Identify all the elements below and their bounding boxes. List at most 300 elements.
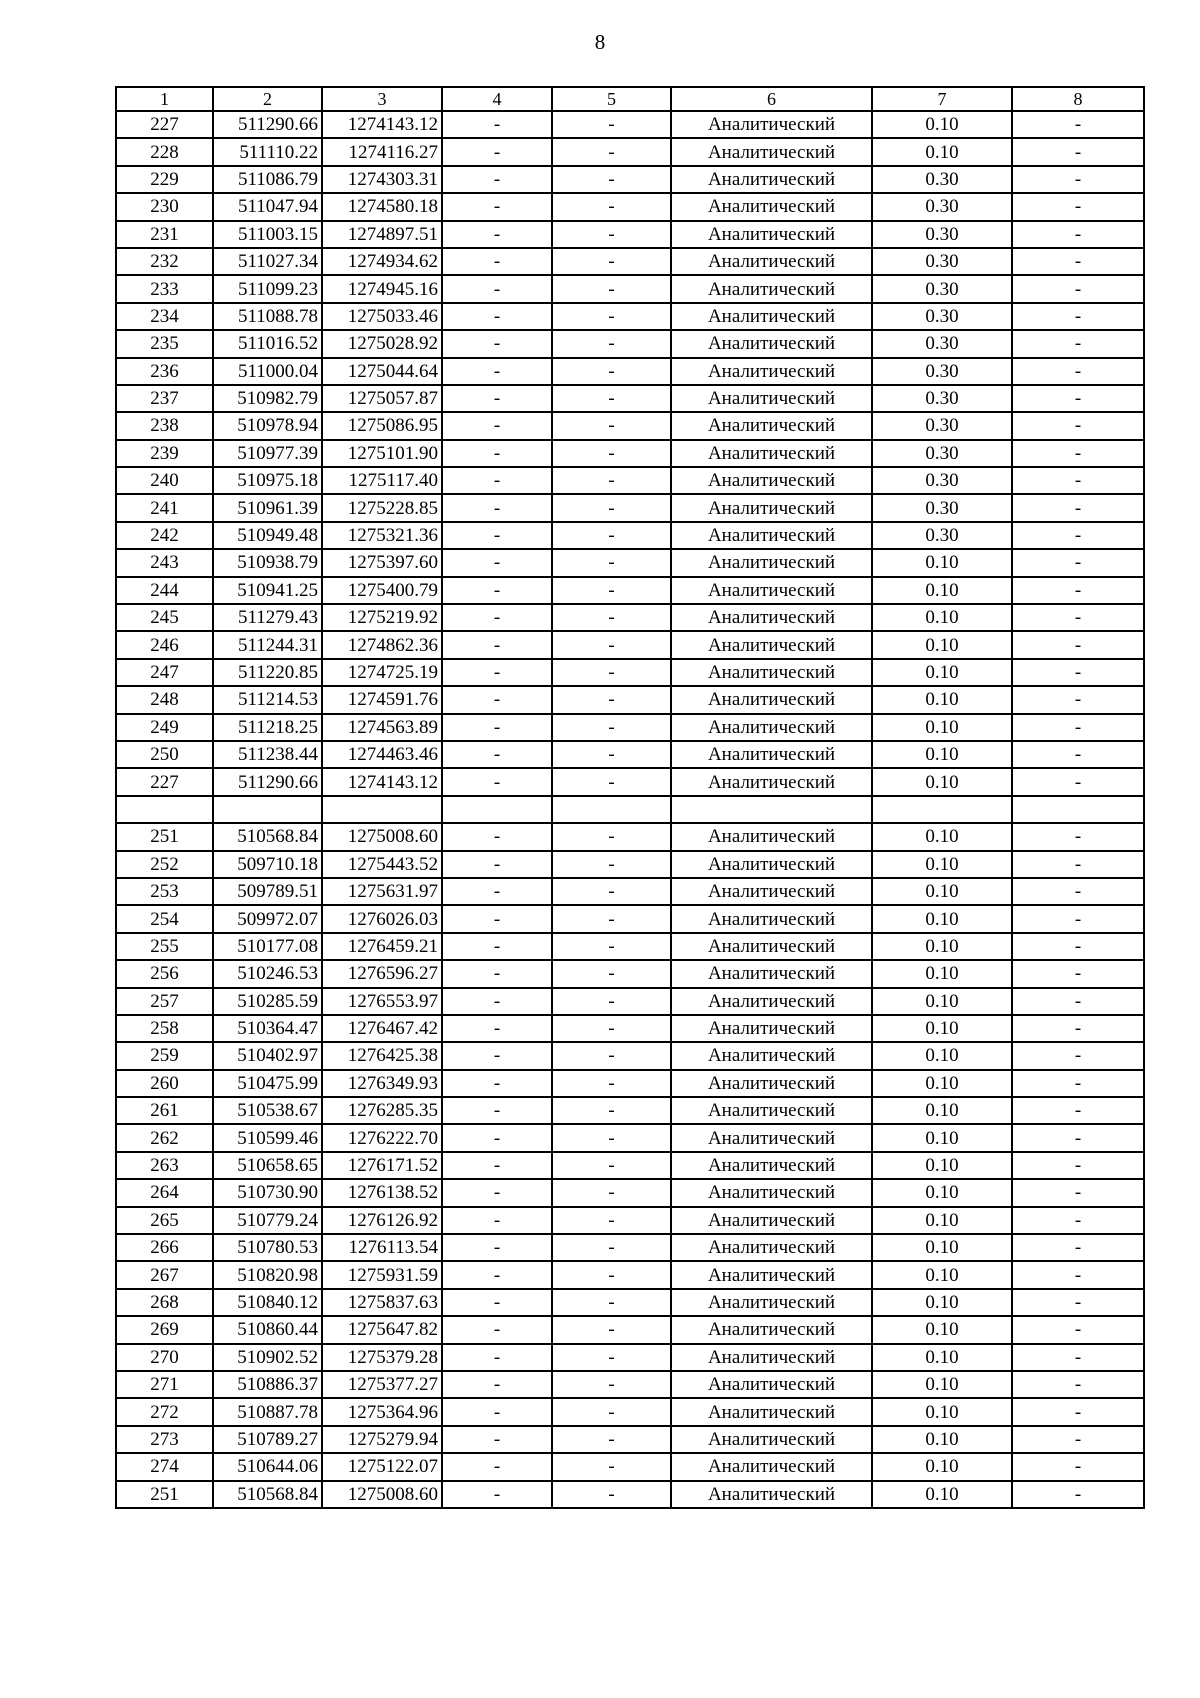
point-number-cell: 268	[116, 1289, 213, 1316]
method-cell: Аналитический	[671, 303, 872, 330]
column-8-cell: -	[1012, 1481, 1144, 1508]
accuracy-cell: 0.10	[872, 1398, 1012, 1425]
column-8-cell: -	[1012, 440, 1144, 467]
method-cell: Аналитический	[671, 741, 872, 768]
table-row	[116, 1371, 1144, 1398]
column-8-cell: -	[1012, 494, 1144, 521]
table-row	[116, 330, 1144, 357]
column-5-cell: -	[552, 138, 671, 165]
x-coordinate-cell: 510949.48	[213, 522, 322, 549]
table-row	[116, 905, 1144, 932]
method-cell: Аналитический	[671, 412, 872, 439]
column-5-cell: -	[552, 659, 671, 686]
column-4-cell: -	[442, 193, 552, 220]
accuracy-cell: 0.10	[872, 1124, 1012, 1151]
accuracy-cell: 0.30	[872, 412, 1012, 439]
column-4-cell: -	[442, 878, 552, 905]
accuracy-cell: 0.30	[872, 303, 1012, 330]
accuracy-cell: 0.30	[872, 494, 1012, 521]
accuracy-cell: 0.10	[872, 1042, 1012, 1069]
accuracy-cell: 0.30	[872, 440, 1012, 467]
column-4-cell: -	[442, 659, 552, 686]
y-coordinate-cell: 1275377.27	[322, 1371, 442, 1398]
accuracy-cell: 0.10	[872, 604, 1012, 631]
column-8-cell: -	[1012, 385, 1144, 412]
point-number-cell: 253	[116, 878, 213, 905]
accuracy-cell: 0.10	[872, 138, 1012, 165]
method-cell: Аналитический	[671, 1124, 872, 1151]
x-coordinate-cell: 510177.08	[213, 933, 322, 960]
table-row	[116, 494, 1144, 521]
column-8-cell: -	[1012, 358, 1144, 385]
column-5-cell: -	[552, 111, 671, 138]
column-5-cell: -	[552, 960, 671, 987]
accuracy-cell: 0.10	[872, 768, 1012, 795]
table-row	[116, 686, 1144, 713]
column-8-cell: -	[1012, 1453, 1144, 1480]
method-cell: Аналитический	[671, 768, 872, 795]
point-number-cell: 271	[116, 1371, 213, 1398]
column-5-cell: -	[552, 1015, 671, 1042]
column-8-cell: -	[1012, 1289, 1144, 1316]
column-5-cell: -	[552, 823, 671, 850]
column-8-cell: -	[1012, 221, 1144, 248]
column-8-cell: -	[1012, 714, 1144, 741]
method-cell: Аналитический	[671, 1042, 872, 1069]
accuracy-cell: 0.10	[872, 988, 1012, 1015]
point-number-cell: 270	[116, 1344, 213, 1371]
column-8-cell: -	[1012, 1261, 1144, 1288]
accuracy-cell: 0.10	[872, 1070, 1012, 1097]
column-8-cell: -	[1012, 549, 1144, 576]
point-number-cell: 244	[116, 577, 213, 604]
method-cell: Аналитический	[671, 248, 872, 275]
method-cell	[671, 796, 872, 823]
column-8-cell: -	[1012, 878, 1144, 905]
column-8-cell: -	[1012, 1316, 1144, 1343]
y-coordinate-cell: 1275028.92	[322, 330, 442, 357]
column-5-cell: -	[552, 1070, 671, 1097]
y-coordinate-cell: 1276222.70	[322, 1124, 442, 1151]
column-5-cell: -	[552, 412, 671, 439]
x-coordinate-cell: 510961.39	[213, 494, 322, 521]
y-coordinate-cell: 1275647.82	[322, 1316, 442, 1343]
accuracy-cell: 0.10	[872, 1234, 1012, 1261]
table-row	[116, 1344, 1144, 1371]
method-cell: Аналитический	[671, 960, 872, 987]
column-5-cell: -	[552, 905, 671, 932]
column-4-cell: -	[442, 1371, 552, 1398]
column-4-cell: -	[442, 686, 552, 713]
method-cell: Аналитический	[671, 1453, 872, 1480]
column-5-cell: -	[552, 1261, 671, 1288]
accuracy-cell: 0.30	[872, 385, 1012, 412]
accuracy-cell: 0.10	[872, 933, 1012, 960]
y-coordinate-cell: 1275631.97	[322, 878, 442, 905]
column-4-cell: -	[442, 1481, 552, 1508]
method-cell: Аналитический	[671, 1316, 872, 1343]
x-coordinate-cell: 510789.27	[213, 1426, 322, 1453]
y-coordinate-cell: 1276138.52	[322, 1179, 442, 1206]
column-8-cell: -	[1012, 1179, 1144, 1206]
accuracy-cell: 0.30	[872, 358, 1012, 385]
column-5-cell: -	[552, 193, 671, 220]
column-5-cell: -	[552, 1179, 671, 1206]
method-cell: Аналитический	[671, 111, 872, 138]
y-coordinate-cell: 1274463.46	[322, 741, 442, 768]
column-5-cell: -	[552, 1207, 671, 1234]
column-4-cell: -	[442, 988, 552, 1015]
accuracy-cell: 0.10	[872, 1371, 1012, 1398]
point-number-cell: 273	[116, 1426, 213, 1453]
y-coordinate-cell: 1276553.97	[322, 988, 442, 1015]
point-number-cell: 251	[116, 1481, 213, 1508]
x-coordinate-cell: 510975.18	[213, 467, 322, 494]
column-5-cell: -	[552, 385, 671, 412]
point-number-cell: 267	[116, 1261, 213, 1288]
column-4-cell: -	[442, 714, 552, 741]
column-5-cell: -	[552, 221, 671, 248]
method-cell: Аналитический	[671, 330, 872, 357]
y-coordinate-cell: 1276467.42	[322, 1015, 442, 1042]
x-coordinate-cell: 510364.47	[213, 1015, 322, 1042]
column-8-cell: -	[1012, 1398, 1144, 1425]
accuracy-cell: 0.10	[872, 1179, 1012, 1206]
y-coordinate-cell: 1274143.12	[322, 111, 442, 138]
x-coordinate-cell: 510886.37	[213, 1371, 322, 1398]
x-coordinate-cell	[213, 796, 322, 823]
x-coordinate-cell: 511003.15	[213, 221, 322, 248]
accuracy-cell: 0.10	[872, 714, 1012, 741]
accuracy-cell: 0.10	[872, 878, 1012, 905]
y-coordinate-cell: 1275400.79	[322, 577, 442, 604]
column-4-cell: -	[442, 1398, 552, 1425]
method-cell: Аналитический	[671, 221, 872, 248]
y-coordinate-cell: 1275364.96	[322, 1398, 442, 1425]
accuracy-cell: 0.30	[872, 193, 1012, 220]
x-coordinate-cell: 510779.24	[213, 1207, 322, 1234]
column-4-cell	[442, 796, 552, 823]
page-number: 8	[594, 30, 606, 54]
x-coordinate-cell: 510820.98	[213, 1261, 322, 1288]
method-cell: Аналитический	[671, 440, 872, 467]
column-8-cell: -	[1012, 412, 1144, 439]
method-cell: Аналитический	[671, 467, 872, 494]
table-row	[116, 1015, 1144, 1042]
x-coordinate-cell: 511214.53	[213, 686, 322, 713]
point-number-cell: 252	[116, 851, 213, 878]
accuracy-cell: 0.10	[872, 659, 1012, 686]
column-5-cell: -	[552, 1481, 671, 1508]
x-coordinate-cell: 509972.07	[213, 905, 322, 932]
method-cell: Аналитический	[671, 166, 872, 193]
column-8-cell: -	[1012, 1426, 1144, 1453]
y-coordinate-cell: 1275397.60	[322, 549, 442, 576]
table-row	[116, 166, 1144, 193]
point-number-cell: 231	[116, 221, 213, 248]
y-coordinate-cell: 1276285.35	[322, 1097, 442, 1124]
y-coordinate-cell: 1275122.07	[322, 1453, 442, 1480]
method-cell: Аналитический	[671, 1481, 872, 1508]
table-row	[116, 467, 1144, 494]
column-5-cell: -	[552, 330, 671, 357]
column-5-cell: -	[552, 1426, 671, 1453]
table-row	[116, 358, 1144, 385]
point-number-cell: 233	[116, 275, 213, 302]
column-4-cell: -	[442, 412, 552, 439]
header-cell: 8	[1012, 87, 1144, 111]
point-number-cell: 232	[116, 248, 213, 275]
x-coordinate-cell: 510568.84	[213, 823, 322, 850]
y-coordinate-cell: 1275044.64	[322, 358, 442, 385]
method-cell: Аналитический	[671, 193, 872, 220]
column-5-cell: -	[552, 358, 671, 385]
method-cell: Аналитический	[671, 494, 872, 521]
column-8-cell: -	[1012, 166, 1144, 193]
method-cell: Аналитический	[671, 686, 872, 713]
method-cell: Аналитический	[671, 659, 872, 686]
column-4-cell: -	[442, 522, 552, 549]
accuracy-cell: 0.30	[872, 467, 1012, 494]
column-8-cell: -	[1012, 467, 1144, 494]
table-row	[116, 1207, 1144, 1234]
column-5-cell: -	[552, 549, 671, 576]
column-8-cell: -	[1012, 1207, 1144, 1234]
accuracy-cell: 0.30	[872, 248, 1012, 275]
x-coordinate-cell: 511000.04	[213, 358, 322, 385]
x-coordinate-cell: 510780.53	[213, 1234, 322, 1261]
column-4-cell: -	[442, 358, 552, 385]
point-number-cell: 235	[116, 330, 213, 357]
method-cell: Аналитический	[671, 905, 872, 932]
x-coordinate-cell: 510644.06	[213, 1453, 322, 1480]
column-5-cell: -	[552, 166, 671, 193]
column-4-cell: -	[442, 467, 552, 494]
column-4-cell: -	[442, 604, 552, 631]
table-row	[116, 1234, 1144, 1261]
column-4-cell: -	[442, 933, 552, 960]
column-8-cell: -	[1012, 768, 1144, 795]
table-row	[116, 138, 1144, 165]
point-number-cell: 250	[116, 741, 213, 768]
table-row	[116, 275, 1144, 302]
column-4-cell: -	[442, 549, 552, 576]
x-coordinate-cell: 510941.25	[213, 577, 322, 604]
accuracy-cell: 0.10	[872, 1015, 1012, 1042]
accuracy-cell: 0.30	[872, 166, 1012, 193]
column-8-cell: -	[1012, 659, 1144, 686]
table-row	[116, 1070, 1144, 1097]
x-coordinate-cell: 510840.12	[213, 1289, 322, 1316]
accuracy-cell: 0.10	[872, 549, 1012, 576]
x-coordinate-cell: 510285.59	[213, 988, 322, 1015]
table-row	[116, 577, 1144, 604]
method-cell: Аналитический	[671, 631, 872, 658]
method-cell: Аналитический	[671, 1398, 872, 1425]
point-number-cell: 261	[116, 1097, 213, 1124]
y-coordinate-cell: 1276459.21	[322, 933, 442, 960]
x-coordinate-cell: 510246.53	[213, 960, 322, 987]
table-row	[116, 933, 1144, 960]
column-5-cell: -	[552, 741, 671, 768]
table-row	[116, 385, 1144, 412]
x-coordinate-cell: 511086.79	[213, 166, 322, 193]
y-coordinate-cell: 1275443.52	[322, 851, 442, 878]
column-8-cell: -	[1012, 1124, 1144, 1151]
column-4-cell: -	[442, 1015, 552, 1042]
x-coordinate-cell: 511110.22	[213, 138, 322, 165]
x-coordinate-cell: 511238.44	[213, 741, 322, 768]
table-row	[116, 440, 1144, 467]
column-5-cell: -	[552, 1453, 671, 1480]
method-cell: Аналитический	[671, 1179, 872, 1206]
table-header-row	[116, 87, 1144, 111]
x-coordinate-cell: 510475.99	[213, 1070, 322, 1097]
method-cell: Аналитический	[671, 1289, 872, 1316]
y-coordinate-cell: 1275033.46	[322, 303, 442, 330]
column-8-cell: -	[1012, 275, 1144, 302]
column-8-cell: -	[1012, 604, 1144, 631]
point-number-cell: 241	[116, 494, 213, 521]
table-row	[116, 221, 1144, 248]
y-coordinate-cell: 1274897.51	[322, 221, 442, 248]
accuracy-cell: 0.10	[872, 686, 1012, 713]
column-4-cell: -	[442, 905, 552, 932]
column-5-cell: -	[552, 631, 671, 658]
accuracy-cell: 0.10	[872, 1344, 1012, 1371]
x-coordinate-cell: 511290.66	[213, 768, 322, 795]
x-coordinate-cell: 511088.78	[213, 303, 322, 330]
column-5-cell: -	[552, 1289, 671, 1316]
accuracy-cell: 0.10	[872, 1426, 1012, 1453]
method-cell: Аналитический	[671, 275, 872, 302]
method-cell: Аналитический	[671, 933, 872, 960]
method-cell: Аналитический	[671, 577, 872, 604]
column-5-cell: -	[552, 440, 671, 467]
accuracy-cell: 0.10	[872, 111, 1012, 138]
x-coordinate-cell: 510658.65	[213, 1152, 322, 1179]
column-8-cell: -	[1012, 522, 1144, 549]
table-row	[116, 193, 1144, 220]
column-4-cell: -	[442, 768, 552, 795]
point-number-cell: 238	[116, 412, 213, 439]
column-5-cell: -	[552, 933, 671, 960]
point-number-cell: 272	[116, 1398, 213, 1425]
header-cell: 6	[671, 87, 872, 111]
header-cell: 3	[322, 87, 442, 111]
column-5-cell: -	[552, 1316, 671, 1343]
point-number-cell: 264	[116, 1179, 213, 1206]
column-8-cell: -	[1012, 1344, 1144, 1371]
accuracy-cell	[872, 796, 1012, 823]
table-row	[116, 1289, 1144, 1316]
column-4-cell: -	[442, 221, 552, 248]
column-4-cell: -	[442, 851, 552, 878]
column-8-cell: -	[1012, 330, 1144, 357]
header-cell: 1	[116, 87, 213, 111]
x-coordinate-cell: 511047.94	[213, 193, 322, 220]
column-8-cell: -	[1012, 988, 1144, 1015]
point-number-cell: 236	[116, 358, 213, 385]
table-row	[116, 1042, 1144, 1069]
method-cell: Аналитический	[671, 823, 872, 850]
x-coordinate-cell: 510977.39	[213, 440, 322, 467]
y-coordinate-cell: 1275379.28	[322, 1344, 442, 1371]
x-coordinate-cell: 510902.52	[213, 1344, 322, 1371]
accuracy-cell: 0.10	[872, 1152, 1012, 1179]
x-coordinate-cell: 511016.52	[213, 330, 322, 357]
table-row	[116, 1261, 1144, 1288]
column-4-cell: -	[442, 1179, 552, 1206]
header-cell: 5	[552, 87, 671, 111]
column-8-cell: -	[1012, 1042, 1144, 1069]
column-4-cell: -	[442, 111, 552, 138]
x-coordinate-cell: 510599.46	[213, 1124, 322, 1151]
column-8-cell: -	[1012, 741, 1144, 768]
accuracy-cell: 0.10	[872, 741, 1012, 768]
accuracy-cell: 0.10	[872, 905, 1012, 932]
header-cell: 4	[442, 87, 552, 111]
column-4-cell: -	[442, 741, 552, 768]
method-cell: Аналитический	[671, 878, 872, 905]
column-5-cell: -	[552, 248, 671, 275]
table-row	[116, 303, 1144, 330]
x-coordinate-cell: 511244.31	[213, 631, 322, 658]
column-4-cell: -	[442, 138, 552, 165]
accuracy-cell: 0.10	[872, 1207, 1012, 1234]
accuracy-cell: 0.10	[872, 1261, 1012, 1288]
column-4-cell: -	[442, 440, 552, 467]
column-8-cell: -	[1012, 577, 1144, 604]
table-row	[116, 1481, 1144, 1508]
x-coordinate-cell: 511099.23	[213, 275, 322, 302]
column-5-cell: -	[552, 686, 671, 713]
column-5-cell: -	[552, 1152, 671, 1179]
y-coordinate-cell: 1274862.36	[322, 631, 442, 658]
column-4-cell: -	[442, 1152, 552, 1179]
table-row	[116, 631, 1144, 658]
column-8-cell: -	[1012, 248, 1144, 275]
x-coordinate-cell: 510938.79	[213, 549, 322, 576]
column-5-cell: -	[552, 1124, 671, 1151]
column-4-cell: -	[442, 1261, 552, 1288]
point-number-cell: 266	[116, 1234, 213, 1261]
x-coordinate-cell: 510538.67	[213, 1097, 322, 1124]
method-cell: Аналитический	[671, 522, 872, 549]
y-coordinate-cell: 1275101.90	[322, 440, 442, 467]
column-5-cell: -	[552, 1042, 671, 1069]
y-coordinate-cell: 1274934.62	[322, 248, 442, 275]
column-5-cell: -	[552, 303, 671, 330]
method-cell: Аналитический	[671, 138, 872, 165]
column-5-cell: -	[552, 1398, 671, 1425]
table-row	[116, 522, 1144, 549]
method-cell: Аналитический	[671, 714, 872, 741]
table-row	[116, 851, 1144, 878]
accuracy-cell: 0.30	[872, 330, 1012, 357]
table-row	[116, 988, 1144, 1015]
table-row	[116, 1426, 1144, 1453]
accuracy-cell: 0.10	[872, 1289, 1012, 1316]
point-number-cell: 269	[116, 1316, 213, 1343]
column-8-cell: -	[1012, 1070, 1144, 1097]
column-4-cell: -	[442, 494, 552, 521]
column-5-cell: -	[552, 522, 671, 549]
x-coordinate-cell: 510978.94	[213, 412, 322, 439]
point-number-cell: 239	[116, 440, 213, 467]
table-row	[116, 1398, 1144, 1425]
column-8-cell: -	[1012, 823, 1144, 850]
